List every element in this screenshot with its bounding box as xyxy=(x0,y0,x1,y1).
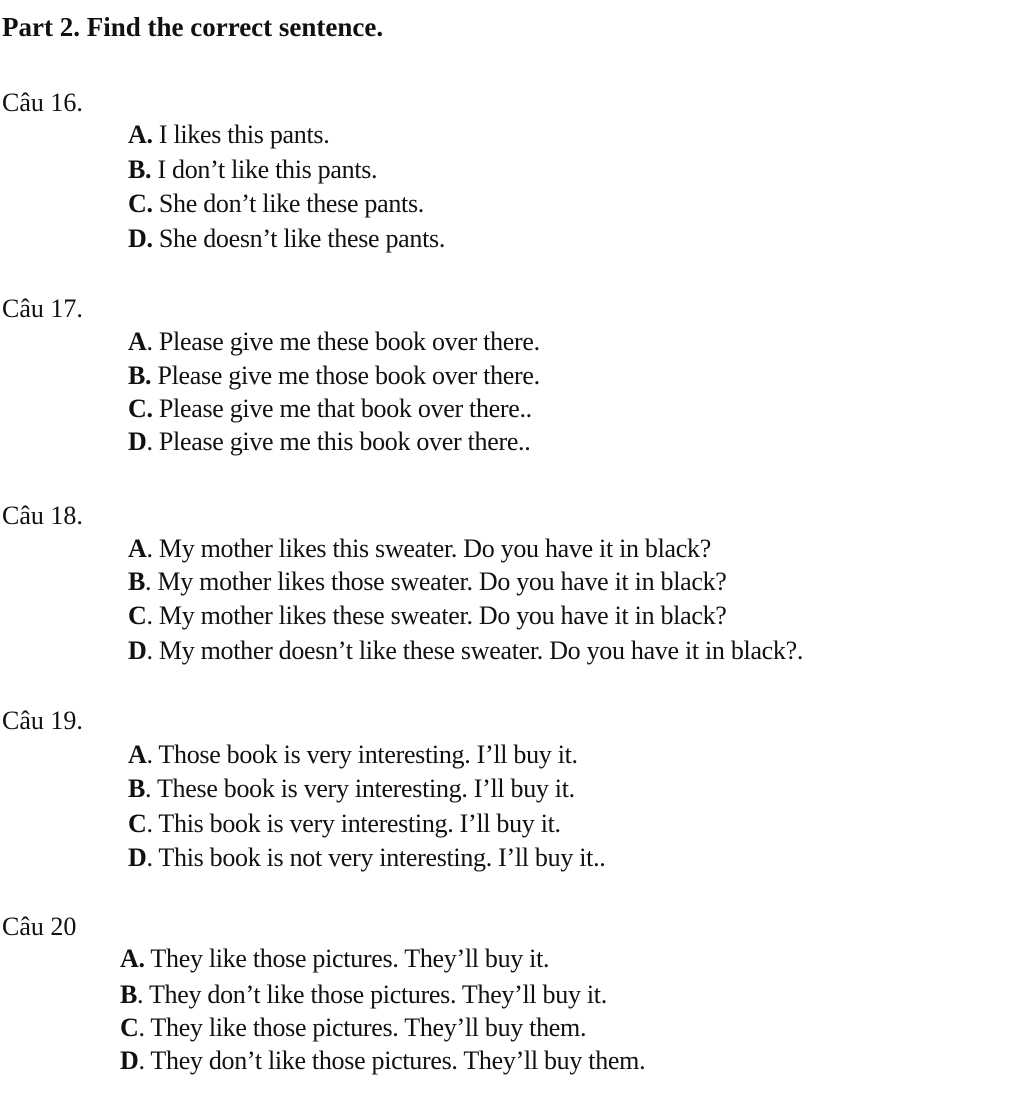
option-d xyxy=(120,1046,645,1076)
option-b xyxy=(128,567,727,597)
option-a xyxy=(128,534,711,564)
option-b xyxy=(128,361,540,391)
option-text: She don’t like these pants. xyxy=(152,189,424,218)
option-text: I don’t like this pants. xyxy=(151,155,378,184)
option-a xyxy=(128,740,578,770)
option-text: . Please give me these book over there. xyxy=(146,327,540,356)
option-b xyxy=(128,774,575,804)
option-d xyxy=(128,224,445,254)
question-label: Câu 17. xyxy=(2,294,83,323)
option-c xyxy=(128,601,727,631)
option-letter: C xyxy=(120,1013,139,1042)
question-label: Câu 18. xyxy=(2,501,83,530)
option-c xyxy=(128,809,561,839)
option-letter: B xyxy=(120,980,138,1009)
option-text: . They don’t like those pictures. They’ll buy it. xyxy=(137,980,607,1009)
option-text: . My mother likes this sweater. Do you have it in black? xyxy=(146,534,711,563)
option-letter: D. xyxy=(128,224,153,253)
option-letter: D xyxy=(128,843,147,872)
option-text: . My mother likes these sweater. Do you have it in black? xyxy=(146,601,727,630)
option-a xyxy=(128,120,329,150)
option-text: Please give me that book over there.. xyxy=(152,394,532,423)
option-letter: A xyxy=(128,534,147,563)
option-b xyxy=(120,980,607,1010)
option-text: . Please give me this book over there.. xyxy=(146,427,531,456)
option-letter: C xyxy=(128,601,147,630)
option-letter: A. xyxy=(120,944,145,973)
option-text: . They like those pictures. They’ll buy them. xyxy=(138,1013,587,1042)
option-text: . Those book is very interesting. I’ll buy it. xyxy=(146,740,578,769)
option-b xyxy=(128,155,377,185)
option-letter: A. xyxy=(128,120,153,149)
option-c xyxy=(128,394,532,424)
option-a xyxy=(128,327,540,357)
option-letter: C xyxy=(128,809,147,838)
option-letter: B xyxy=(128,567,146,596)
option-d xyxy=(128,427,530,457)
option-letter: C. xyxy=(128,189,153,218)
option-letter: A xyxy=(128,740,147,769)
option-text: . They don’t like those pictures. They’ll buy them. xyxy=(138,1046,646,1075)
option-d xyxy=(128,636,803,666)
option-text: . This book is very interesting. I’ll buy it. xyxy=(146,809,561,838)
option-d xyxy=(128,843,605,873)
page-title: Part 2. Find the correct sentence. xyxy=(2,12,384,42)
option-letter: D xyxy=(120,1046,139,1075)
option-letter: B xyxy=(128,774,146,803)
option-text: . My mother doesn’t like these sweater. Do you have it in black?. xyxy=(146,636,804,665)
question-label: Câu 19. xyxy=(2,706,83,735)
option-letter: D xyxy=(128,427,147,456)
option-c xyxy=(120,1013,586,1043)
option-text: . These book is very interesting. I’ll buy it. xyxy=(145,774,575,803)
option-letter: C. xyxy=(128,394,153,423)
question-label: Câu 20 xyxy=(2,912,77,941)
question-label: Câu 16. xyxy=(2,88,83,117)
option-text: Please give me those book over there. xyxy=(151,361,540,390)
option-text: . My mother likes those sweater. Do you have it in black? xyxy=(145,567,727,596)
option-a xyxy=(120,944,549,974)
option-letter: B. xyxy=(128,155,152,184)
option-text: She doesn’t like these pants. xyxy=(152,224,446,253)
option-text: They like those pictures. They’ll buy it. xyxy=(144,944,550,973)
option-text: . This book is not very interesting. I’ll buy it.. xyxy=(146,843,606,872)
option-text: I likes this pants. xyxy=(152,120,330,149)
option-letter: B. xyxy=(128,361,152,390)
option-letter: A xyxy=(128,327,147,356)
option-letter: D xyxy=(128,636,147,665)
option-c xyxy=(128,189,424,219)
